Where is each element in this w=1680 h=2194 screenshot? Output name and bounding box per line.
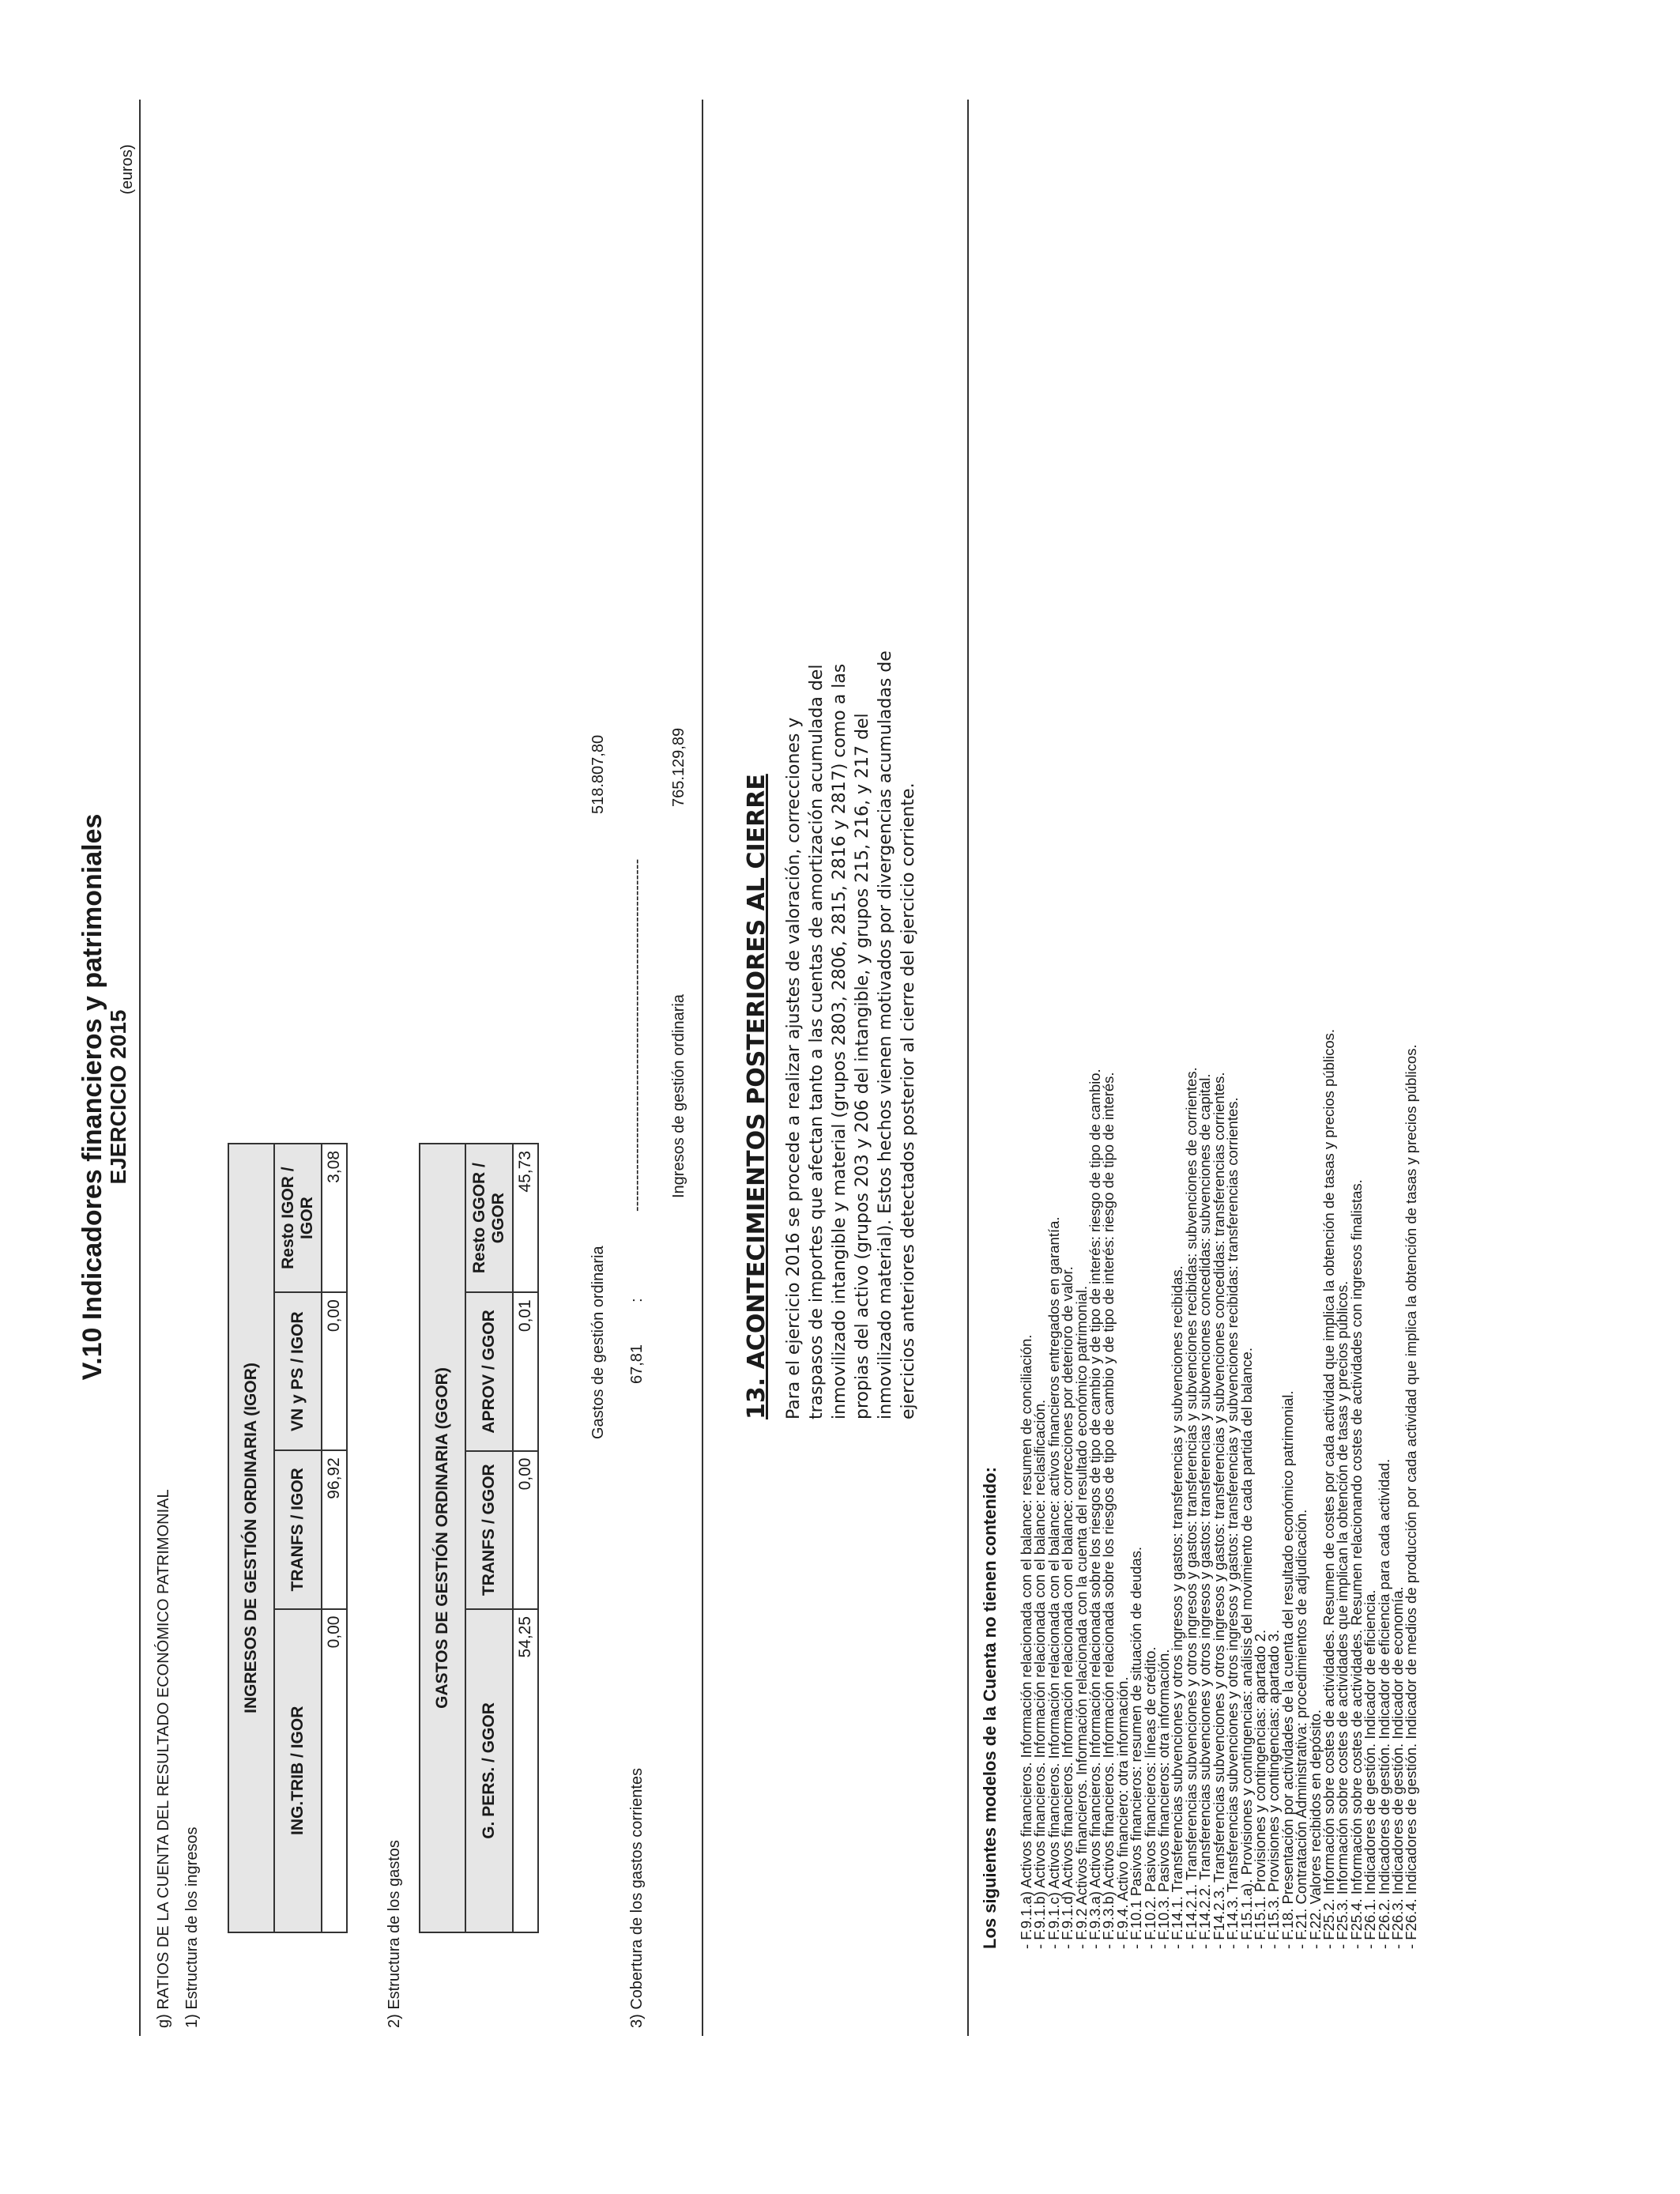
unit-label: (euros) [119,144,136,194]
list-item: - F14.2.3. Transferencias subvenciones y otros ingresos y gastos: transferencias y subvenciones concedidas: transferencias corrientes. [1210,1072,1227,1949]
cobertura-colon: : [628,1298,646,1302]
ingresos-col-header: Resto IGOR / IGOR [274,1144,322,1292]
list-item: - F.14.2.1. Transferencias subvenciones y otros ingresos y gastos: transferencias y subvenciones recibidas: subvenciones de corrientes. [1182,1067,1200,1949]
gastos-col-header: TRANFS / GGOR [465,1451,513,1609]
section13-title: 13. ACONTECIMIENTOS POSTERIORES AL CIERRE [743,774,770,1419]
list-item: - F.9.1.b) Activos financieros. Información relacionada con el balance: reclasificación. [1031,1399,1049,1949]
list-item: - F.9.3.a) Activos financieros. Información relacionada sobre los riesgos de tipo de cambio y de tipo de interés: riesgo de tipo de cambio. [1087,1069,1104,1949]
ingresos-value: 0,00 [322,1609,347,1932]
ingresos-table [228,1143,348,1933]
list-item: - F26.4. Indicadores de gestión. Indicador de medios de producción por cada actividad que implica la obtención de tasas y precios públicos. [1403,1044,1420,1949]
list-item: - F26.1. Indicadores de gestión. Indicador de eficiencia. [1362,1589,1379,1949]
ingresos-col-header: VN y PS / IGOR [274,1292,322,1450]
gastos-value: 45,73 [513,1144,538,1292]
ingresos-group-header: INGRESOS DE GESTIÓN ORDINARIA (IGOR) [228,1144,274,1932]
section13-body: Para el ejercicio 2016 se procede a realizar ajustes de valoración, correcciones y traspasos de importes que afectan tanto a las cuentas de amortización acumulada del inmovilizado intangible y material (grupos 2803, 2806, 2815, 2816 y 2817) como a las propias del activo (grupos 203 y 206 del intangible, y grupos 215, 216, y 217 del inmovilizado material). Estos hechos vienen motivados por divergencias acumuladas de ejercicios anteriores detectados posterior al cierre del ejercicio corriente. [784,650,918,1419]
list-item: - F.9.1.a) Activos financieros. Información relacionada con el balance: resumen de conciliación. [1018,1334,1034,1949]
list-item: - F.15.1.a). Provisiones y contingencias: análisis del movimiento de cada partida del balance. [1237,1348,1255,1949]
list-item: - F.9.3.b) Activos financieros. Información relacionada sobre los riesgos de tipo de cambio y de tipo de interés: riesgo de tipo de interés. [1100,1072,1117,1949]
list-item: - F.14.3. Transferencias subvenciones y otros ingresos y gastos: transferencias y subvenciones recibidas: transferencias corrientes. [1224,1097,1241,1949]
cobertura-numerator-label: Gastos de gestión ordinaria [590,1246,607,1439]
cobertura-value: 67,81 [628,1344,646,1384]
sin-contenido-list [1019,1029,1418,1949]
list-item: - F.9.1.d) Activos financieros. Información relacionada con el balance: correcciones por deterioro de valor. [1059,1266,1076,1949]
list-item: - F.10.1 Pasivos financieros: resumen de situación de deudas. [1128,1546,1145,1949]
cobertura-divider: ------------------------------------------------------------------- [628,858,646,1212]
ingresos-value: 3,08 [322,1144,347,1292]
list-item: - F26.3. Indicadores de gestión. Indicador de economía. [1388,1586,1406,1949]
gastos-label: 2) Estructura de los gastos [386,1840,403,2028]
list-item: - F26.2. Indicadores de gestión. Indicador de eficiencia para cada actividad. [1375,1458,1392,1949]
list-item: - F.18. Presentación por actividades de la cuenta del resultado económico patrimonial. [1279,1390,1296,1949]
ingresos-col-header: TRANFS / IGOR [274,1450,322,1608]
list-item: - F.14.2.2. Transferencias subvenciones y otros ingresos y gastos: transferencias y subvenciones concedidas: subvenciones de capital. [1196,1073,1214,1949]
gastos-value: 0,01 [513,1292,538,1450]
section-divider [702,100,703,2036]
page-title: V.10 Indicadores financieros y patrimoniales [77,813,107,1381]
top-rule [139,100,141,2036]
list-item: - F.14.1. Transferencias subvenciones y otros ingresos y gastos: transferencias y subvenciones recibidas. [1169,1265,1186,1949]
gastos-col-header: APROV / GGOR [465,1292,513,1450]
list-item: - F.21. Contratación Administrativa: procedimientos de adjudicación. [1293,1509,1310,1949]
cobertura-denominator-label: Ingresos de gestión ordinaria [670,994,687,1198]
ingresos-label: 1) Estructura de los ingresos [183,1826,201,2028]
list-item: - F25.4. Información sobre costes de actividades. Resumen relacionando costes de actividades con ingresos finalistas. [1347,1179,1365,1949]
ingresos-value: 96,92 [322,1450,347,1608]
list-item: - F.9.1.c) Activos financieros. Información relacionada con el balance: activos financieros entregados en garantía. [1045,1216,1062,1949]
list-item: - F.22. Valores recibidos en depósito. [1306,1709,1324,1949]
list-item: - F.9.4. Activo financiero: otra información. [1113,1676,1131,1949]
list-item: - F.10.2. Pasivos financieros: líneas de crédito. [1141,1646,1158,1949]
list-item: - F25.3. Información sobre costes de actividades que implican la obtención de tasas y precios públicos. [1334,1280,1351,1949]
gastos-value: 0,00 [513,1451,538,1609]
list-item: - F.15.3. Provisiones y contingencias: apartado 3. [1265,1629,1283,1949]
ratios-heading: g) RATIOS DE LA CUENTA DEL RESULTADO ECONÓMICO PATRIMONIAL [155,1489,172,2028]
ingresos-value: 0,00 [322,1292,347,1450]
list-item: - F25.2. Información sobre costes de actividades. Resumen de costes por cada actividad que implica la obtención de tasas y precios públicos. [1320,1028,1337,1949]
sin-contenido-title: Los siguientes modelos de la Cuenta no tienen contenido: [980,1467,1000,1949]
section-divider-2 [967,100,969,2036]
gastos-value: 54,25 [513,1609,538,1932]
gastos-table [419,1143,539,1933]
ingresos-col-header: ING.TRIB / IGOR [274,1609,322,1932]
list-item: - F.15.1. Provisiones y contingencias: apartado 2. [1251,1629,1268,1949]
cobertura-label: 3) Cobertura de los gastos corrientes [628,1767,646,2028]
gastos-col-header: G. PERS. / GGOR [465,1609,513,1932]
gastos-col-header: Resto GGOR / GGOR [465,1144,513,1292]
gastos-group-header: GASTOS DE GESTIÓN ORDINARIA (GGOR) [420,1144,465,1932]
list-item: - F.10.3. Pasivos financieros: otra información. [1155,1649,1173,1949]
cobertura-denominator-value: 765.129,89 [670,727,687,807]
page-subtitle: EJERCICIO 2015 [106,1009,130,1185]
cobertura-numerator-value: 518.807,80 [590,734,607,814]
list-item: - F.9.2 Activos financieros. Información relacionada con la cuenta del resultado económico patrimonial. [1072,1285,1090,1949]
